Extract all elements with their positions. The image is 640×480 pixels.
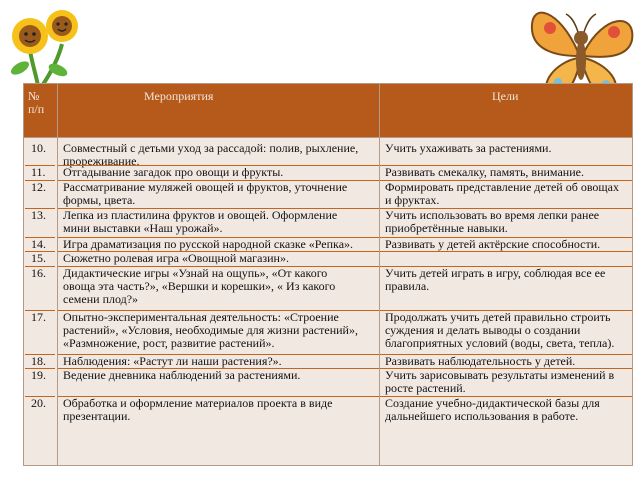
row-divider (25, 208, 55, 209)
goal-text: Развивать у детей актёрские способности. (385, 237, 601, 251)
event-text: Игра драматизация по русской народной сказке «Репка». (63, 237, 354, 251)
row-divider (25, 396, 55, 397)
row-number: 16. (31, 266, 46, 280)
goal-text: Создание учебно-дидактической базы для (385, 396, 600, 410)
event-text: Ведение дневника наблюдений за растениями. (63, 368, 301, 382)
goal-text: Учить использовать во время лепки ранее (385, 208, 600, 222)
row-divider (58, 165, 379, 166)
row-number: 11. (31, 165, 46, 179)
event-text: Наблюдения: «Растут ли наши растения?». (63, 354, 282, 368)
goal-text: Развивать наблюдательность у детей. (385, 354, 576, 368)
row-divider (58, 354, 379, 355)
table-header-row (24, 84, 633, 138)
event-text: мини выставки «Наш урожай». (63, 221, 223, 236)
row-divider (58, 237, 379, 238)
events-column (58, 138, 380, 466)
row-number: 20. (31, 396, 46, 410)
row-divider (58, 310, 379, 311)
row-divider (380, 237, 632, 238)
row-divider (380, 368, 632, 369)
goal-text: росте растений. (385, 381, 466, 396)
header-number: № п/п (24, 84, 58, 138)
row-number: 17. (31, 310, 46, 324)
row-divider (58, 208, 379, 209)
goal-text: Учить зарисовывать результаты изменений в (385, 368, 615, 382)
event-text: Обработка и оформление материалов проекта в виде (63, 396, 333, 410)
goal-text: Продолжать учить детей правильно строить (385, 310, 611, 324)
event-text: Опытно-экспериментальная деятельность: «Строение (63, 310, 339, 324)
row-divider (25, 237, 55, 238)
goal-text: Учить детей играть в игру, соблюдая все ее (385, 266, 606, 280)
row-number: 14. (31, 237, 46, 251)
row-divider (380, 251, 632, 252)
row-divider (25, 251, 55, 252)
row-divider (58, 180, 379, 181)
row-number: 15. (31, 251, 46, 265)
row-number: 10. (31, 141, 46, 155)
row-divider (58, 396, 379, 397)
row-divider (25, 266, 55, 267)
goal-text: Учить ухаживать за растениями. (385, 141, 552, 155)
header-goals: Цели (380, 84, 633, 138)
number-column (24, 138, 58, 466)
goal-text: Развивать смекалку, память, внимание. (385, 165, 584, 179)
event-text: Совместный с детьми уход за рассадой: полив, рыхление, (63, 141, 359, 155)
row-divider (25, 310, 55, 311)
row-number: 19. (31, 368, 46, 382)
plan-table (23, 83, 633, 466)
row-divider (380, 180, 632, 181)
goal-text: и фруктах. (385, 193, 440, 208)
event-text: «Размножение, рост, развитие растений». (63, 336, 275, 351)
goal-text: дальнейшего использования в работе. (385, 409, 579, 424)
row-divider (25, 165, 55, 166)
event-text: прореживание. (63, 154, 140, 169)
row-divider (380, 310, 632, 311)
row-divider (58, 368, 379, 369)
row-divider (380, 208, 632, 209)
header-events: Мероприятия (58, 84, 380, 138)
goal-text: Формировать представление детей об овощах (385, 180, 619, 194)
row-divider (380, 396, 632, 397)
row-divider (58, 251, 379, 252)
event-text: Сюжетно ролевая игра «Овощной магазин». (63, 251, 289, 265)
row-divider (380, 354, 632, 355)
goal-text: приобретённые навыки. (385, 221, 508, 236)
event-text: презентации. (63, 409, 131, 424)
goals-column (380, 138, 633, 466)
row-number: 13. (31, 208, 46, 222)
event-text: Рассматривание муляжей овощей и фруктов, уточнение (63, 180, 348, 194)
sunflowers-icon (6, 4, 80, 86)
event-text: семени плод?» (63, 292, 139, 307)
row-divider (25, 368, 55, 369)
event-text: Лепка из пластилина фруктов и овощей. Оформление (63, 208, 338, 222)
row-number: 18. (31, 354, 46, 368)
row-divider (25, 354, 55, 355)
event-text: Отгадывание загадок про овощи и фрукты. (63, 165, 284, 179)
row-divider (58, 266, 379, 267)
row-divider (25, 180, 55, 181)
goal-text: благоприятных условий (воды, света, тепла). (385, 336, 615, 351)
row-number: 12. (31, 180, 46, 194)
goal-text: правила. (385, 279, 430, 294)
row-divider (380, 266, 632, 267)
event-text: овоща эта часть?», «Вершки и корешки», « Из какого (63, 279, 336, 294)
row-divider (380, 165, 632, 166)
event-text: растений», «Условия, необходимые для жизни растений», (63, 323, 358, 338)
event-text: Дидактические игры «Узнай на ощупь», «От какого (63, 266, 328, 280)
table-body (24, 138, 633, 466)
event-text: формы, цвета. (63, 193, 136, 208)
goal-text: суждения и делать выводы о создании (385, 323, 581, 338)
